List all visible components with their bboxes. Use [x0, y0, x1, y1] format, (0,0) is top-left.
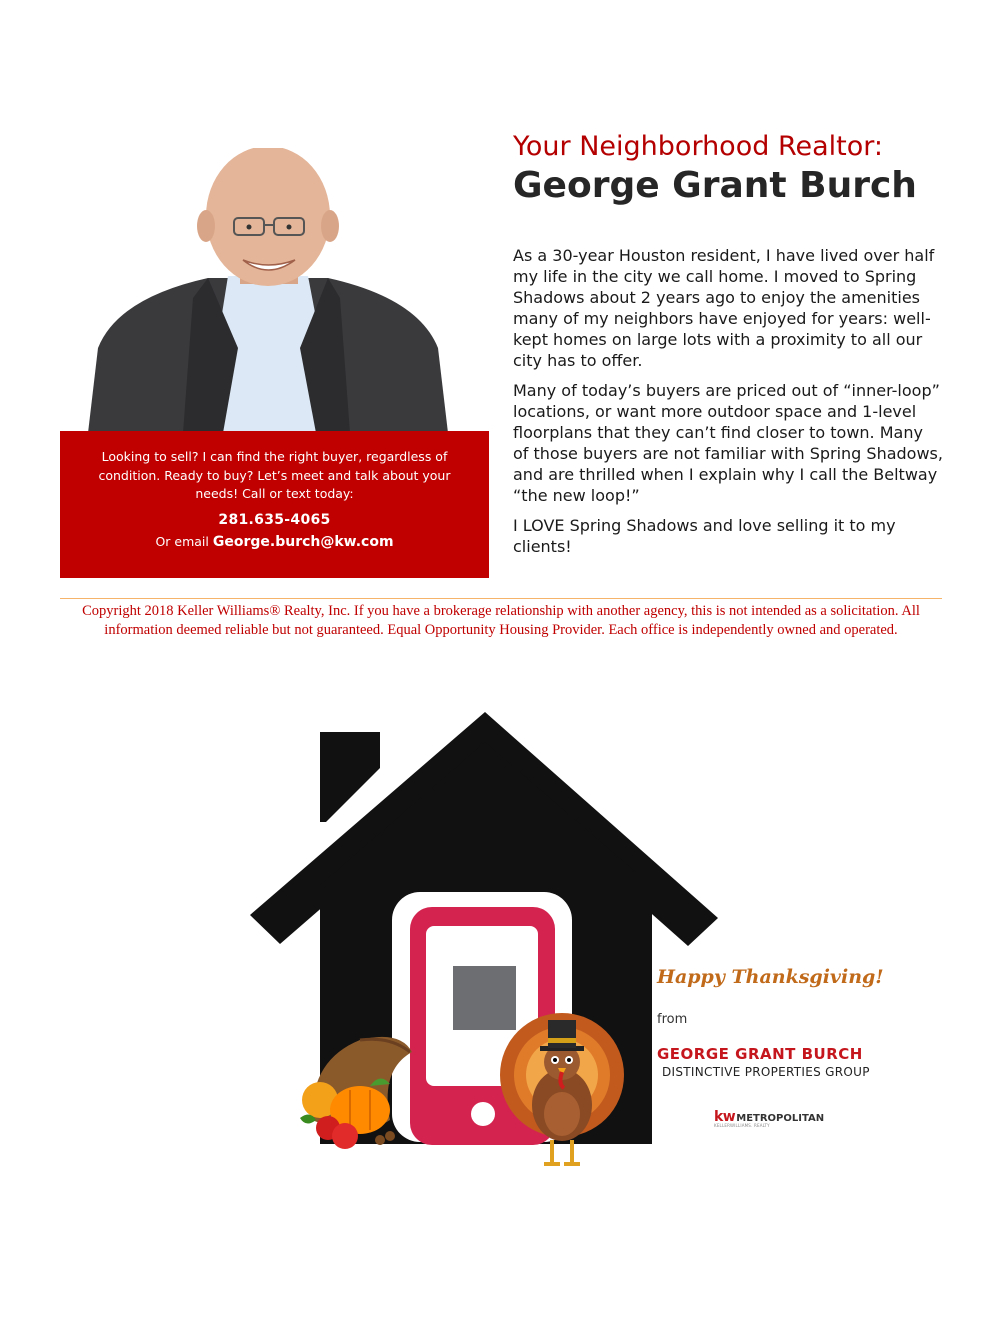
contact-box: [60, 431, 489, 578]
greeting-happy: Happy Thanksgiving!: [657, 966, 884, 988]
bio-paragraph: Many of today’s buyers are priced out of “inner-loop” locations, or want more outdoor space and 1-level floorplans that they can’t find closer to town. Many of those buyers are not familiar with Spring Shadows, and are thrilled when I explain why I call the Beltway “the new loop!”: [513, 381, 943, 505]
greeting-group: DISTINCTIVE PROPERTIES GROUP: [662, 1065, 870, 1079]
greeting-from: from: [657, 1012, 688, 1027]
email-prefix: Or email: [155, 533, 209, 549]
copyright-notice: Copyright 2018 Keller Williams® Realty, Inc. If you have a brokerage relationship with another agency, this is not intended as a solicitation. All information deemed reliable but not guaranteed. Equal Opportunity Housing Provider. Each office is independently owned and operated.: [82, 603, 920, 638]
logo-sub: KELLERWILLIAMS. REALTY: [714, 1123, 770, 1128]
logo-kw: kw: [714, 1109, 736, 1125]
phone-number[interactable]: 281.635-4065: [218, 511, 331, 528]
kw-metropolitan-logo: [714, 1106, 824, 1128]
contact-pitch: Looking to sell? I can find the right buyer, regardless of condition. Ready to buy? Let’s meet and talk about your needs! Call or text today:: [98, 449, 451, 501]
page-title: George Grant Burch: [513, 165, 917, 206]
page-subtitle: Your Neighborhood Realtor:: [513, 131, 883, 162]
agent-portrait: [88, 148, 448, 433]
email-link[interactable]: George.burch@kw.com: [212, 533, 394, 550]
bio-paragraph: As a 30-year Houston resident, I have lived over half my life in the city we call home. I moved to Spring Shadows about 2 years ago to enjoy the amenities many of my neighbors have enjoyed for years: well-kept homes on large lots with a proximity to all our city has to offer.: [513, 246, 935, 370]
divider: [60, 598, 942, 599]
greeting-name: GEORGE GRANT BURCH: [657, 1045, 863, 1063]
bio-paragraph: I LOVE Spring Shadows and love selling it to my clients!: [513, 516, 896, 556]
logo-metro: METROPOLITAN: [736, 1113, 825, 1124]
bio-text: [513, 245, 943, 566]
email-line: [82, 534, 467, 550]
